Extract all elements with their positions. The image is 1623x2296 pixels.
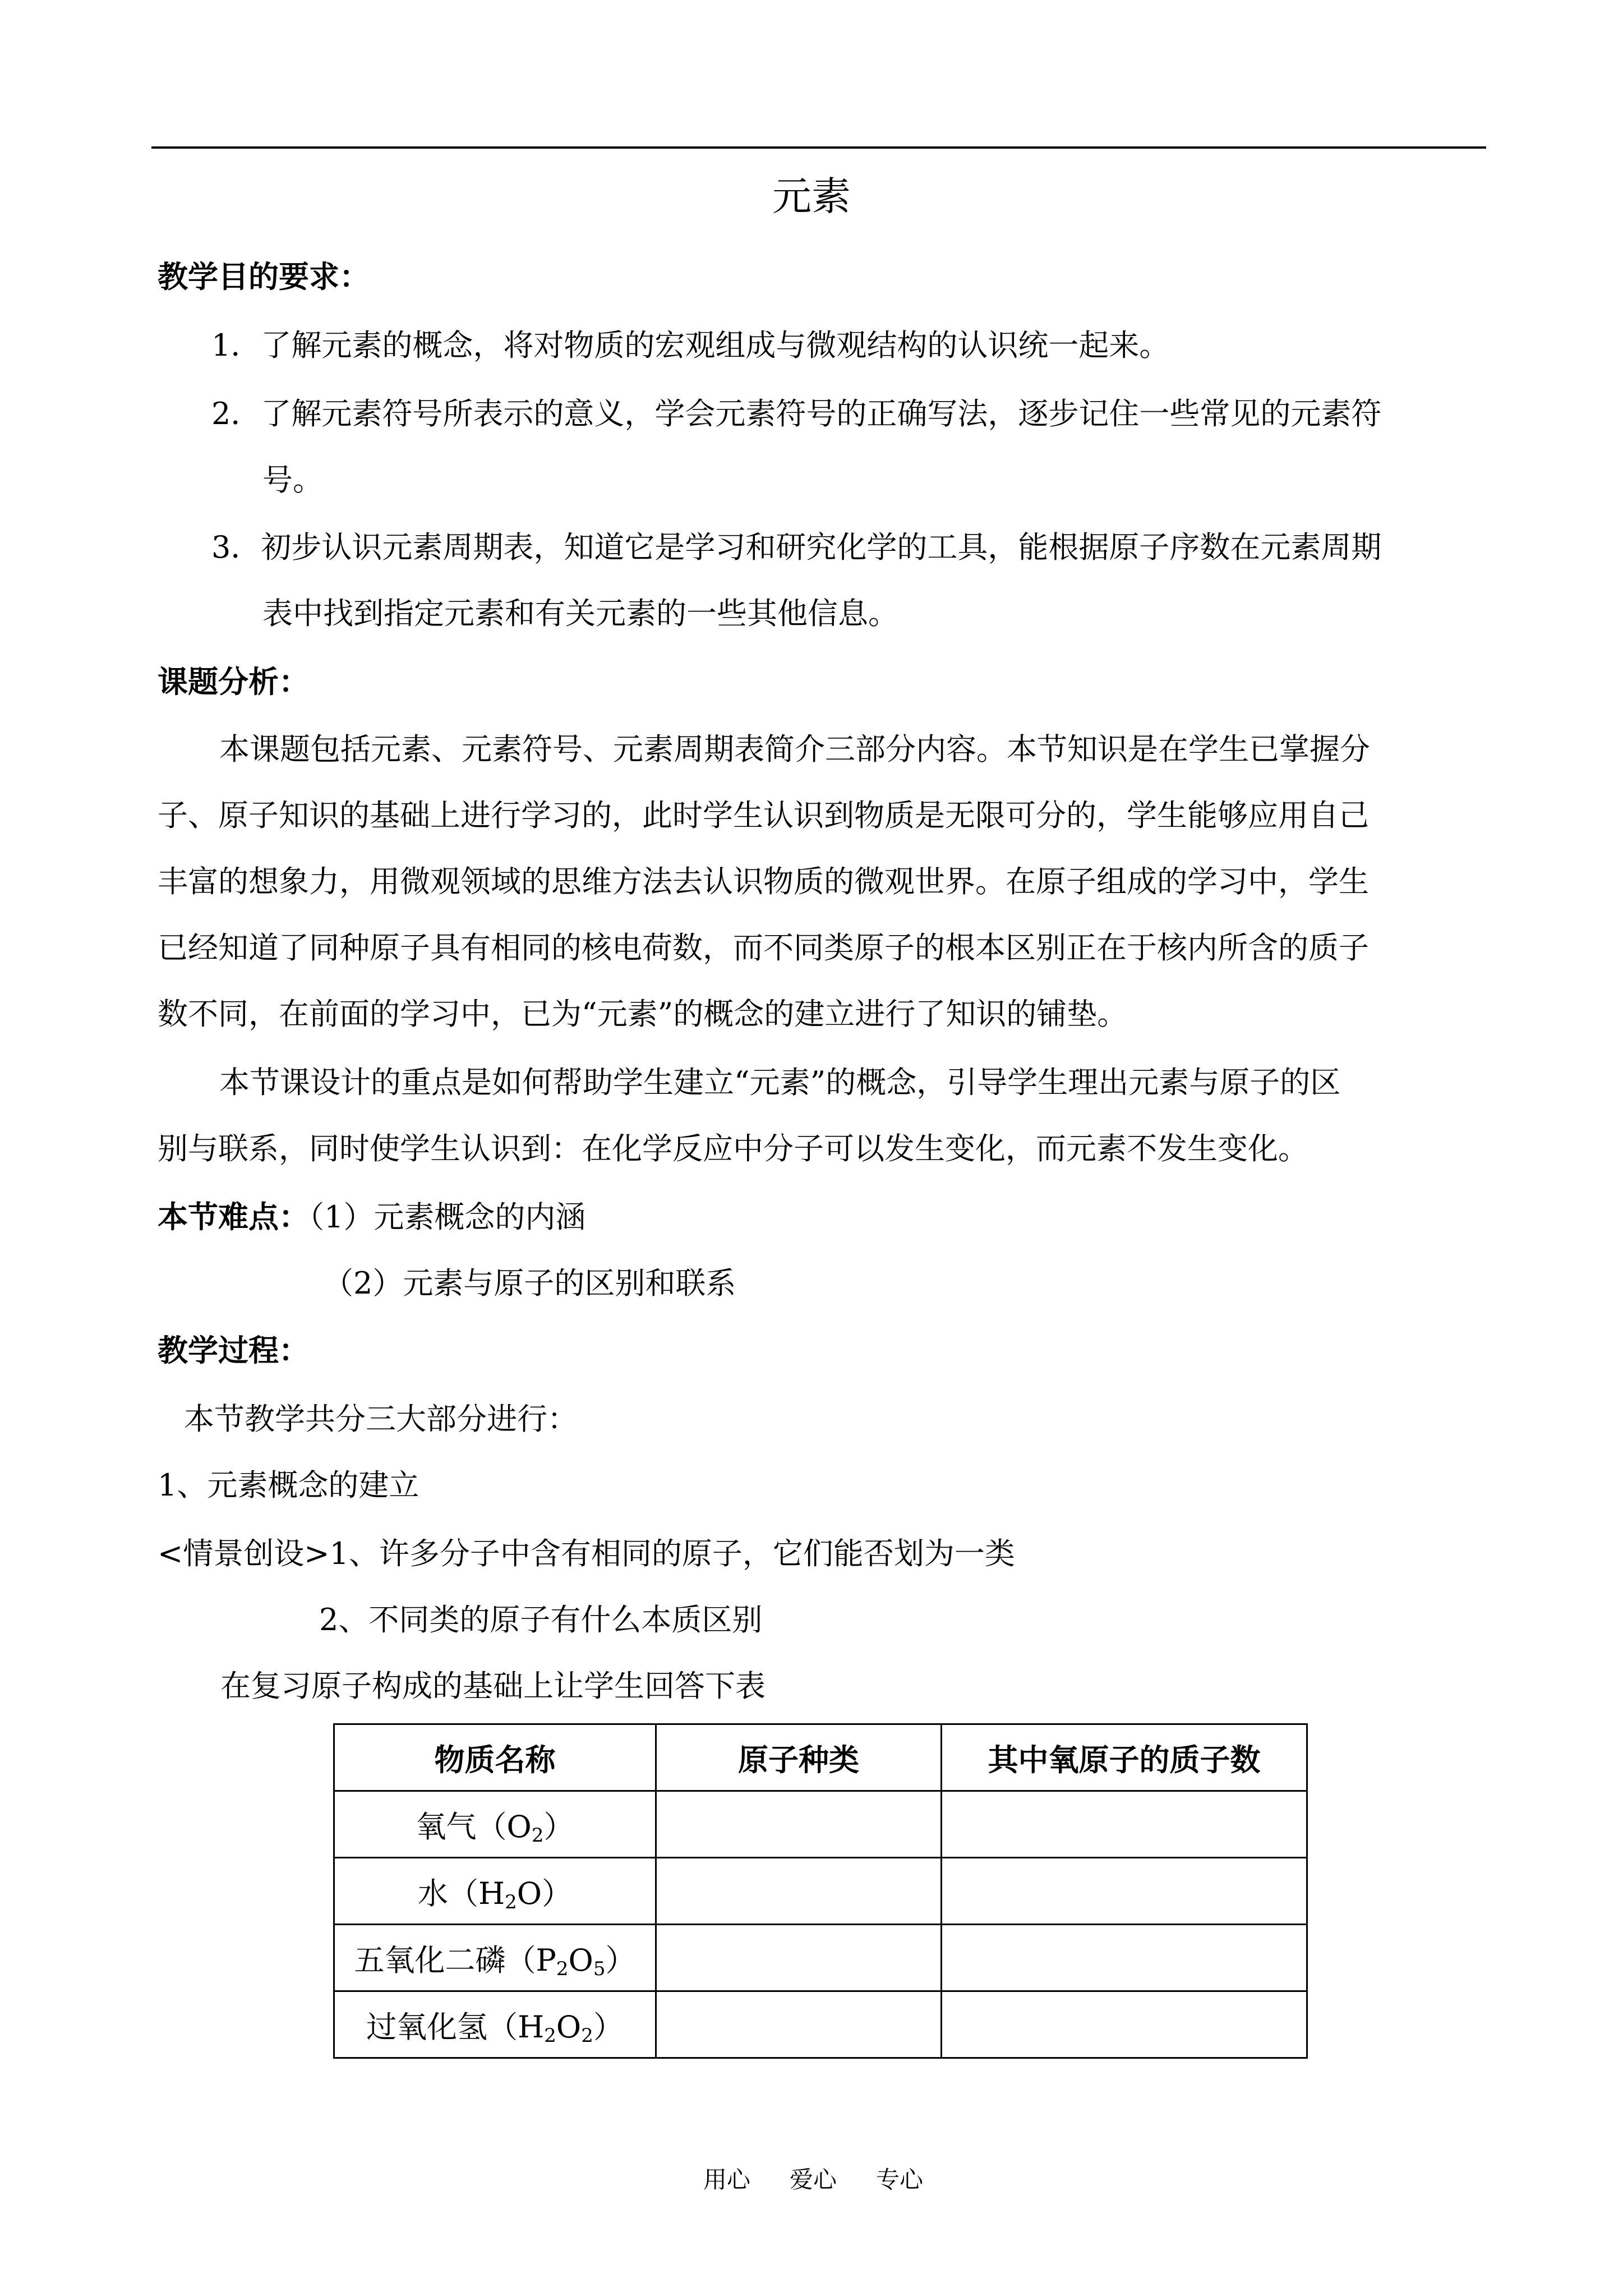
objective-1-num: 1．: [211, 328, 261, 363]
difficulty-item-1: （1）元素概念的内涵: [309, 1199, 586, 1235]
header-oxygen-protons: 其中氧原子的质子数: [942, 1724, 1307, 1791]
analysis-p1-line2: 子、原子知识的基础上进行学习的，此时学生认识到物质是无限可分的，学生能够应用自己: [158, 798, 1369, 833]
analysis-p2-line2: 别与联系，同时使学生认识到：在化学反应中分子可以发生变化，而元素不发生变化。: [158, 1131, 1308, 1166]
oxygen-protons-cell: [942, 1791, 1307, 1858]
difficulty-line: [158, 1197, 585, 1237]
objective-2-num: 2．: [211, 396, 261, 431]
scenario-2: 2、不同类的原子有什么本质区别: [319, 1602, 763, 1637]
oxygen-protons-cell: [942, 1925, 1307, 1991]
table-row: [334, 1791, 1307, 1858]
footer-item: 爱心: [790, 2166, 837, 2193]
objectives-heading: 教学目的要求：: [158, 259, 370, 295]
objective-3-line1: 初步认识元素周期表，知道它是学习和研究化学的工具，能根据原子序数在元素周期: [261, 530, 1382, 565]
substance-cell: 氧气$(O_2)$: [334, 1791, 656, 1858]
analysis-p1-line1: 本课题包括元素、元素符号、元素周期表简介三部分内容。本节知识是在学生已掌握分: [219, 731, 1370, 767]
table-row: [334, 1925, 1307, 1991]
analysis-p2-line1: 本节课设计的重点是如何帮助学生建立“元素”的概念，引导学生理出元素与原子的区: [219, 1065, 1341, 1100]
objective-1-text: 了解元素的概念，将对物质的宏观组成与微观结构的认识统一起来。: [261, 328, 1170, 363]
table-row: [334, 1858, 1307, 1925]
analysis-p1-line5: 数不同，在前面的学习中，已为“元素”的概念的建立进行了知识的铺垫。: [158, 996, 1128, 1032]
objective-2-line2: 号。: [262, 462, 323, 498]
substance-cell: 五氧化二磷$(P_2O_5)$: [334, 1925, 656, 1991]
oxygen-protons-cell: [942, 1858, 1307, 1925]
table-intro: 在复习原子构成的基础上让学生回答下表: [220, 1668, 766, 1704]
atom-table: [333, 1723, 1308, 2059]
header-atom-type: 原子种类: [656, 1724, 942, 1791]
process-intro: 本节教学共分三大部分进行：: [184, 1401, 578, 1437]
objective-2-line1: 了解元素符号所表示的意义，学会元素符号的正确写法，逐步记住一些常见的元素符: [261, 396, 1382, 431]
table-header-row: [334, 1724, 1307, 1791]
objective-3-num: 3．: [211, 530, 261, 565]
objective-3-line2: 表中找到指定元素和有关元素的一些其他信息。: [262, 596, 898, 631]
header-substance: 物质名称: [334, 1724, 656, 1791]
page-footer: [703, 2163, 962, 2197]
difficulty-item-2: （2）元素与原子的区别和联系: [323, 1266, 736, 1301]
scenario-1: <情景创设>1、许多分子中含有相同的原子，它们能否划为一类: [158, 1536, 1015, 1571]
process-heading: 教学过程：: [158, 1333, 309, 1368]
footer-item: 用心: [703, 2166, 751, 2193]
objective-2: [211, 394, 1381, 434]
atom-type-cell: [656, 1991, 942, 2058]
table-row: [334, 1991, 1307, 2058]
atom-type-cell: [656, 1791, 942, 1858]
atom-type-cell: [656, 1925, 942, 1991]
oxygen-protons-cell: [942, 1991, 1307, 2058]
objective-3: [211, 527, 1381, 568]
objective-1: [211, 325, 1169, 366]
process-part1: 1、元素概念的建立: [158, 1467, 419, 1503]
analysis-p1-line4: 已经知道了同种原子具有相同的核电荷数，而不同类原子的根本区别正在于核内所含的质子: [158, 930, 1369, 965]
difficulty-label: 本节难点：: [158, 1199, 309, 1235]
footer-item: 专心: [876, 2166, 924, 2193]
substance-cell: 过氧化氢$(H_2O_2)$: [334, 1991, 656, 2058]
analysis-p1-line3: 丰富的想象力，用微观领域的思维方法去认识物质的微观世界。在原子组成的学习中，学生: [158, 864, 1369, 899]
analysis-heading: 课题分析：: [158, 664, 309, 700]
header-rule: [151, 146, 1486, 149]
substance-cell: 水$(H_2O)$: [334, 1858, 656, 1925]
page-title: 元素: [772, 173, 851, 219]
atom-type-cell: [656, 1858, 942, 1925]
